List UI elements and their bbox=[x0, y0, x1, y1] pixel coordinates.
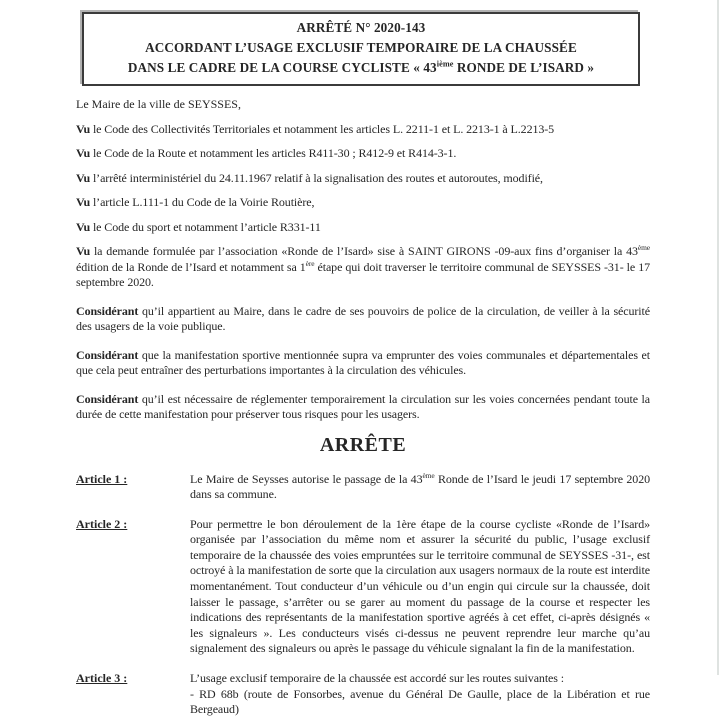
article-3-route-rd68b: - RD 68b (route de Fonsorbes, avenue du Général De Gaulle, place de la Libération et rue Bergeaud) bbox=[190, 686, 650, 717]
article-3-intro: L’usage exclusif temporaire de la chaussée est accordé sur les routes suivantes : bbox=[190, 671, 564, 686]
decree-title-line2: ACCORDANT L’USAGE EXCLUSIF TEMPORAIRE DE LA CHAUSSÉE bbox=[145, 40, 577, 55]
scan-edge-line bbox=[717, 0, 719, 675]
article-2-body: Pour permettre le bon déroulement de la 1ère étape de la course cycliste «Ronde de l’Isard» organisée par l’association du même nom et assurer la sécurité du public, l’usage exclusif temporaire de la chaussée des voies empruntées sur le territoire communal de SEYSSES -31-, est octroyé à la manifestation de sorte que la circulation aux usagers normaux de la route est interdite momentanément. Tout conducteur d’un véhicule ou d’un engin qui circule sur la chaussée, doit laisser le passage, s’arrêter ou se garer au moment du passage de la course et respecter les indications des représentants de la manifestation sportive agréés à cet effet, ci-après désignés « les signaleurs ». Les conducteurs visés ci-dessus ne peuvent reprendre leur marche qu’au signalement des signaleurs ou après le passage du véhicule signalant la fin de la manifestation. bbox=[190, 516, 650, 656]
article-1-label: Article 1 : bbox=[76, 471, 128, 486]
recital-considerant-3: Considérant qu’il est nécessaire de réglementer temporairement la circulation sur les voies concernées pendant toute la durée de cette manifestation pour préserver tous risques pour les usagers. bbox=[76, 391, 650, 421]
decision-heading: ARRÊTE bbox=[319, 433, 407, 456]
recital-vu-voirie-routiere: Vu l’article L.111-1 du Code de la Voirie Routière, bbox=[76, 195, 315, 209]
article-2 bbox=[76, 517, 650, 657]
recital-considerant-2: Considérant que la manifestation sportive mentionnée supra va emprunter des voies communales et départementales et que cela peut entraîner des perturbations importantes à la circulation des véhicules. bbox=[76, 347, 650, 377]
article-3-label: Article 3 : bbox=[76, 671, 128, 686]
decree-title-line3: DANS LE CADRE DE LA COURSE CYCLISTE « 43ième RONDE DE L’ISARD » bbox=[127, 59, 595, 75]
article-3 bbox=[76, 671, 650, 718]
recital-vu-code-sport: Vu le Code du sport et notamment l’article R331-11 bbox=[76, 219, 321, 234]
decree-number: ARRÊTÉ N° 2020-143 bbox=[296, 20, 426, 35]
article-2-label: Article 2 : bbox=[76, 516, 128, 531]
recital-vu-arrete-1967: Vu l’arrêté interministériel du 24.11.1967 relatif à la signalisation des routes et autoroutes, modifié, bbox=[76, 170, 543, 185]
salutation: Le Maire de la ville de SEYSSES, bbox=[76, 97, 241, 111]
recital-vu-codes-collectivites: Vu le Code des Collectivités Territoriales et notamment les articles L. 2211-1 et L. 2213-1 à L.2213-5 bbox=[76, 121, 555, 136]
article-3-body bbox=[190, 671, 650, 718]
recital-considerant-1: Considérant qu’il appartient au Maire, dans le cadre de ses pouvoirs de police de la circulation, de veiller à la sécurité des usagers de la voie publique. bbox=[76, 303, 650, 333]
decree-title-box bbox=[82, 12, 640, 86]
article-1-body: Le Maire de Seysses autorise le passage de la 43ème Ronde de l’Isard le jeudi 17 septembre 2020 dans sa commune. bbox=[190, 470, 650, 502]
decree-content bbox=[76, 0, 650, 718]
recital-vu-code-route: Vu le Code de la Route et notamment les articles R411-30 ; R412-9 et R414-3-1. bbox=[76, 146, 457, 160]
recital-vu-demande: Vu la demande formulée par l’association «Ronde de l’Isard» sise à SAINT GIRONS -09-aux fins d’organiser la 43ème édition de la Ronde de l’Isard et notamment sa 1ère étape qui doit traverser le territoire communal de SEYSSES -31- le 17 septembre 2020. bbox=[76, 243, 650, 289]
article-1 bbox=[76, 472, 650, 503]
